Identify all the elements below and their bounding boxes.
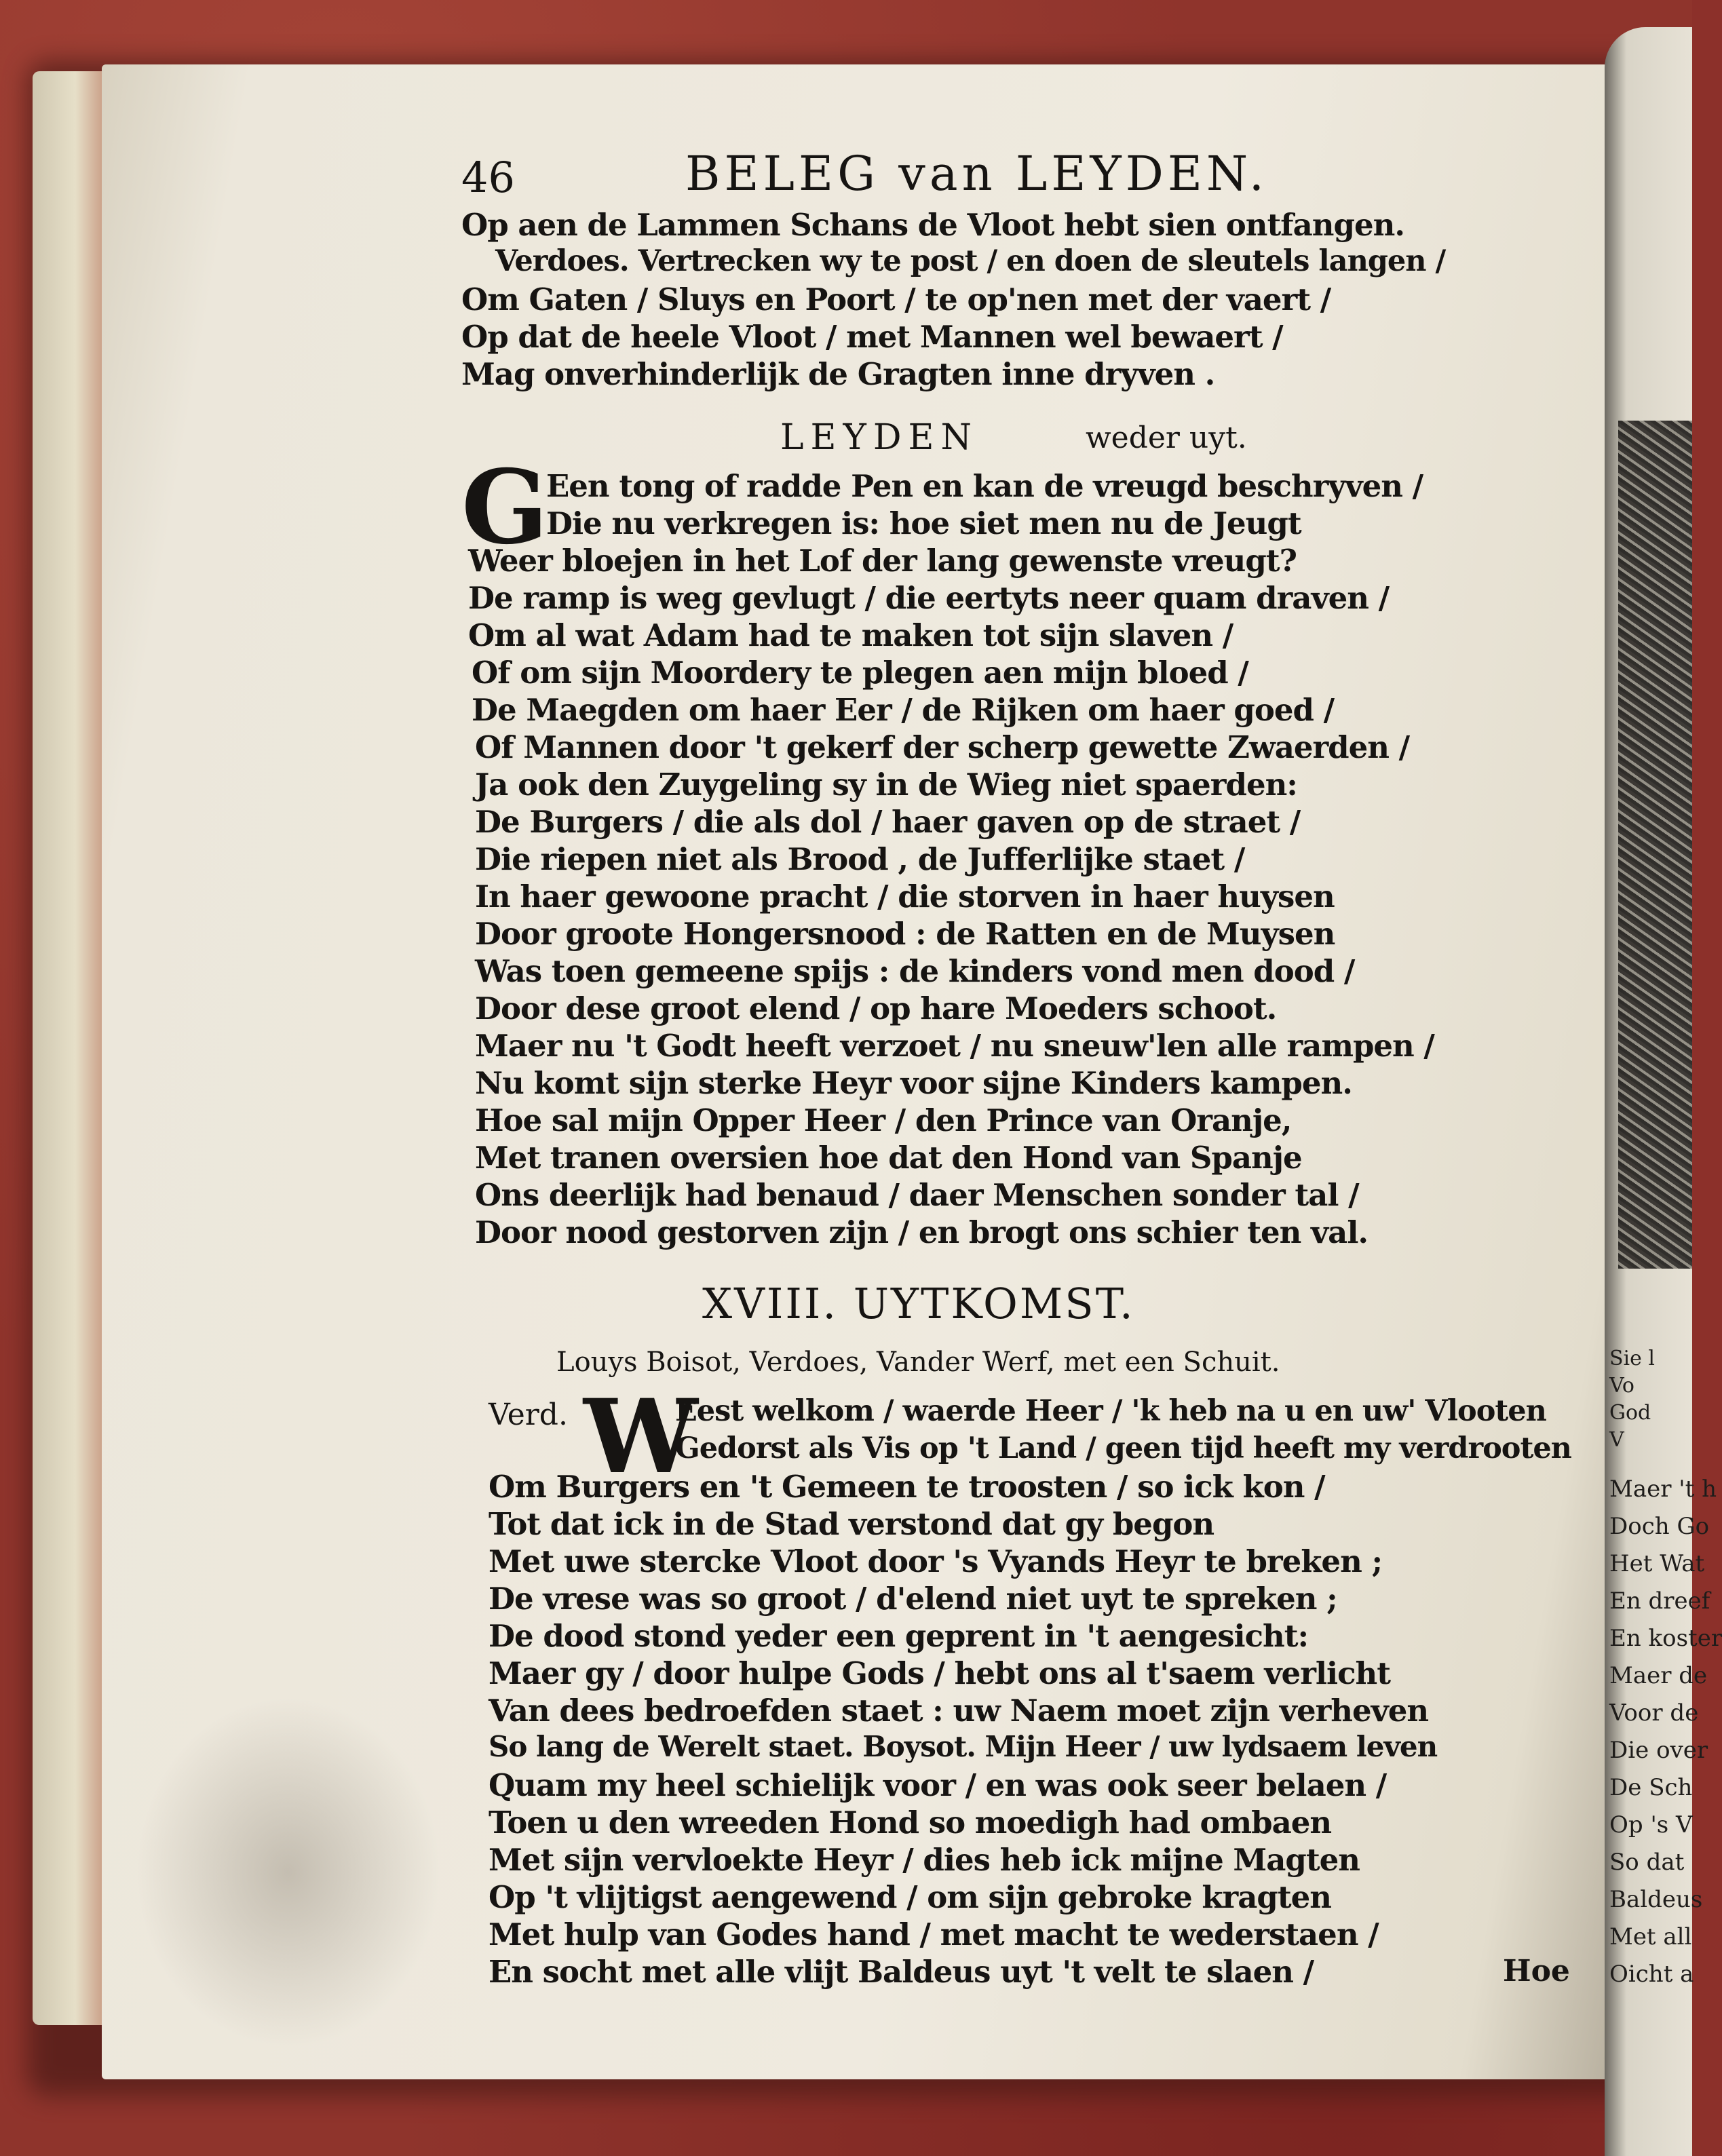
facing-page-text: So dat <box>1609 1849 1685 1876</box>
facing-page-text: De Sch <box>1609 1774 1693 1801</box>
verse-line: De Burgers / die als dol / haer gaven op de straet / <box>475 804 1301 840</box>
facing-page-text: Sie l <box>1609 1347 1656 1370</box>
drop-capital: G <box>461 448 549 567</box>
page-stain <box>136 1696 441 2049</box>
verse-line: Met tranen oversien hoe dat den Hond van Spanje <box>475 1140 1302 1176</box>
verse-line: Ons deerlijk had benaud / daer Menschen sonder tal / <box>475 1177 1359 1213</box>
facing-page-text: Maer de <box>1609 1662 1708 1689</box>
verse-line: Of Mannen door 't gekerf der scherp gewette Zwaerden / <box>475 729 1410 765</box>
facing-page-text: Voor de <box>1609 1699 1699 1727</box>
verse-line: De ramp is weg gevlugt / die eertyts neer quam draven / <box>468 580 1390 616</box>
verse-line: Om Gaten / Sluys en Poort / te op'nen met der vaert / <box>461 282 1331 317</box>
verse-line: Met sijn vervloekte Heyr / dies heb ick mijne Magten <box>489 1842 1360 1878</box>
facing-page-text: En koster <box>1609 1625 1722 1652</box>
section-heading: LEYDEN <box>780 417 978 458</box>
verse-line: De Maegden om haer Eer / de Rijken om haer goed / <box>472 692 1335 728</box>
verse-line: Op aen de Lammen Schans de Vloot hebt sien ontfangen. <box>461 207 1404 243</box>
verse-line: Of om sijn Moordery te plegen aen mijn bloed / <box>472 655 1248 691</box>
verse-line: Gedorst als Vis op 't Land / geen tijd heeft my verdrooten <box>675 1431 1571 1465</box>
facing-page-text: Oicht a <box>1609 1961 1694 1988</box>
verse-line: Die riepen niet als Brood , de Jufferlijke staet / <box>475 841 1245 877</box>
verse-line: Om Burgers en 't Gemeen te troosten / so ick kon / <box>489 1469 1325 1505</box>
facing-page-text: V <box>1609 1428 1624 1452</box>
verse-line: Maer nu 't Godt heeft verzoet / nu sneuw'len alle rampen / <box>475 1028 1434 1064</box>
verse-line: Ja ook den Zuygeling sy in de Wieg niet spaerden: <box>475 767 1297 803</box>
section-heading: XVIII. UYTKOMST. <box>702 1279 1135 1328</box>
verse-line: Hoe sal mijn Opper Heer / den Prince van Oranje, <box>475 1102 1292 1138</box>
verse-line: Toen u den wreeden Hond so moedigh had ombaen <box>489 1805 1332 1841</box>
verse-line: Mag onverhinderlijk de Gragten inne dryven . <box>461 356 1215 392</box>
verse-line: Weer bloejen in het Lof der lang gewenste vreugt? <box>468 543 1297 579</box>
facing-page-text: God <box>1609 1401 1651 1425</box>
verse-line: Die nu verkregen is: hoe siet men nu de Jeugt <box>546 505 1301 541</box>
verse-line: Van dees bedroefden staet : uw Naem moet zijn verheven <box>489 1693 1429 1729</box>
verse-line: De dood stond yeder een geprent in 't aengesicht: <box>489 1618 1309 1654</box>
facing-page-text: Baldeus <box>1609 1886 1703 1913</box>
verse-line: Op dat de heele Vloot / met Mannen wel bewaert / <box>461 319 1283 355</box>
verse-line: Door groote Hongersnood : de Ratten en de Muysen <box>475 916 1335 952</box>
verse-line: Quam my heel schielijk voor / en was ook seer belaen / <box>489 1767 1387 1803</box>
running-title: BELEG van LEYDEN. <box>685 146 1268 201</box>
verse-line: Eest welkom / waerde Heer / 'k heb na u en uw' Vlooten <box>675 1394 1546 1428</box>
catchword: Hoe <box>1503 1954 1570 1988</box>
page-number: 46 <box>461 153 515 202</box>
verse-line: Tot dat ick in de Stad verstond dat gy begon <box>489 1506 1214 1542</box>
verse-line: De vrese was so groot / d'elend niet uyt te spreken ; <box>489 1581 1337 1617</box>
verse-line: Met hulp van Godes hand / met macht te wederstaen / <box>489 1917 1379 1952</box>
verse-line: Verdoes. Vertrecken wy te post / en doen de sleutels langen / <box>495 244 1446 278</box>
characters-line: Louys Boisot, Verdoes, Vander Werf, met een Schuit. <box>556 1347 1280 1378</box>
verse-line: En socht met alle vlijt Baldeus uyt 't velt te slaen / <box>489 1954 1314 1990</box>
verse-line: So lang de Werelt staet. Boysot. Mijn Heer / uw lydsaem leven <box>489 1730 1438 1763</box>
verse-line: Maer gy / door hulpe Gods / hebt ons al t'saem verlicht <box>489 1655 1390 1691</box>
verse-line: Nu komt sijn sterke Heyr voor sijne Kinders kampen. <box>475 1065 1352 1101</box>
verse-line: In haer gewoone pracht / die storven in haer huysen <box>475 879 1335 915</box>
verse-line: Om al wat Adam had te maken tot sijn slaven / <box>468 617 1233 653</box>
speaker-label: Verd. <box>489 1398 568 1432</box>
facing-page-text: Het Wat <box>1609 1550 1705 1577</box>
woodcut-illustration <box>1618 421 1692 1269</box>
verse-line: Door dese groot elend / op hare Moeders schoot. <box>475 990 1277 1026</box>
verse-line: Een tong of radde Pen en kan de vreugd beschryven / <box>546 468 1423 504</box>
facing-page-text: Met all <box>1609 1923 1692 1950</box>
verse-line: Met uwe stercke Vloot door 's Vyands Heyr te breken ; <box>489 1543 1383 1579</box>
verse-line: Was toen gemeene spijs : de kinders vond men dood / <box>475 953 1355 989</box>
verse-line: Door nood gestorven zijn / en brogt ons schier ten val. <box>475 1214 1369 1250</box>
facing-page-text: Maer 't h <box>1609 1476 1717 1503</box>
drop-capital: W <box>583 1377 698 1497</box>
facing-page-text: Vo <box>1609 1374 1634 1398</box>
facing-page-text: Die over <box>1609 1737 1708 1764</box>
facing-page-text: En dreef <box>1609 1587 1710 1615</box>
section-heading-suffix: weder uyt. <box>1086 421 1247 455</box>
facing-page-text: Doch Go <box>1609 1513 1710 1540</box>
facing-page-text: Op 's V <box>1609 1811 1693 1839</box>
verse-line: Op 't vlijtigst aengewend / om sijn gebroke kragten <box>489 1879 1332 1915</box>
